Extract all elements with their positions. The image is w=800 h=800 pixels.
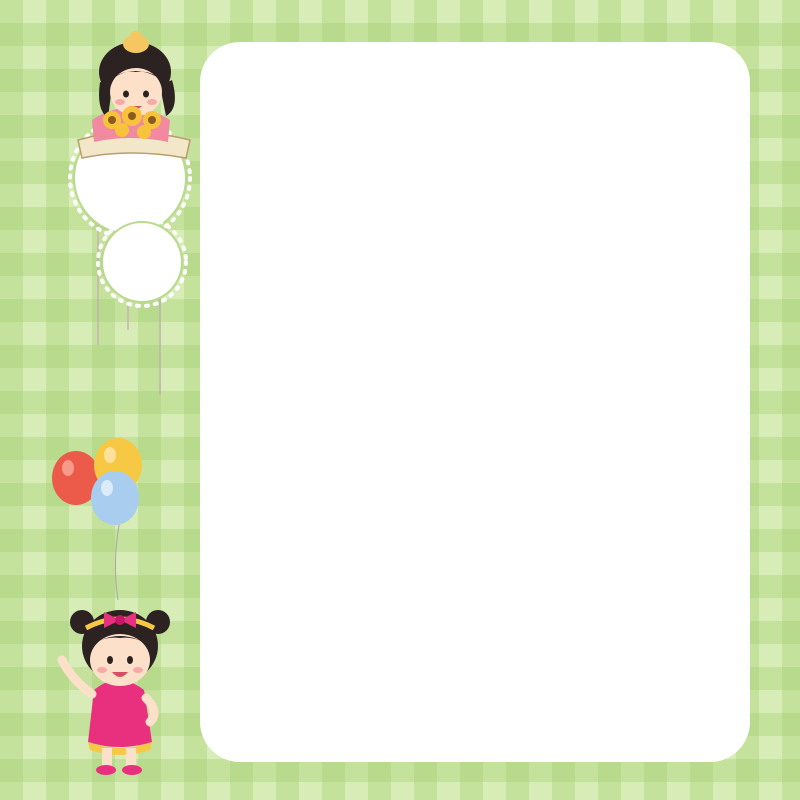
scalloped-panel <box>200 42 750 762</box>
girl-with-bow-icon <box>62 610 170 775</box>
circle-frame-bottom <box>102 222 182 302</box>
balloon-icon <box>52 438 142 600</box>
girl-reading-icon <box>78 31 190 158</box>
